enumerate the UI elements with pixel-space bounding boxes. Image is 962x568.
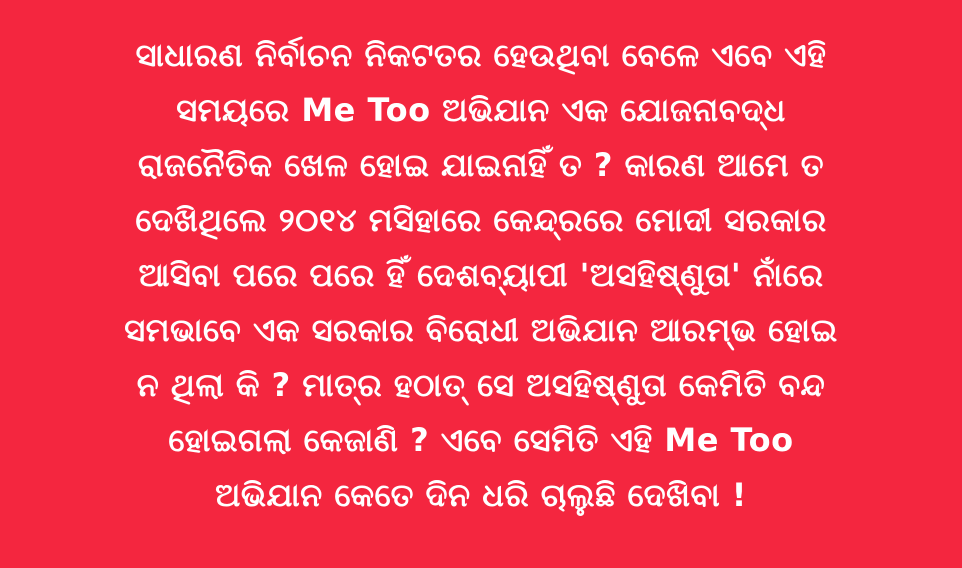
text-line: ରାଜନୈତିକ ଖେଳ ହୋଇ ଯାଇନାହିଁ ତ ? କାରଣ ଆମେ ତ	[137, 146, 825, 184]
text-line: ହୋଇଗଲା କେଜାଣି ? ଏବେ ସେମିତି ଏହି Me Too	[168, 421, 794, 459]
text-line: ସମଭାବେ ଏକ ସରକାର ବିରୋଧୀ ଅଭିଯାନ ଆରମ୍ଭ ହୋଇ	[124, 311, 838, 349]
text-line: ନ ଥିଲା କି ? ମାତ୍ର ହଠାତ୍ ସେ ଅସହିଷ୍ଣୁତା କେମିତି ବନ୍ଦ	[136, 366, 826, 404]
text-line: ସାଧାରଣ ନିର୍ବାଚନ ନିକଟତର ହେଉଥିବା ବେଳେ ଏବେ ଏହି	[135, 36, 827, 74]
text-line: ଦେଖିଥିଲେ ୨୦୧୪ ମସିହାରେ କେନ୍ଦ୍ରରେ ମୋଦୀ ସରକାର	[135, 201, 827, 239]
text-line: ଆସିବା ପରେ ପରେ ହିଁ ଦେଶବ୍ୟାପୀ 'ଅସହିଷ୍ଣୁତା' ନାଁରେ	[138, 256, 824, 294]
text-line: ସମୟରେ Me Too ଅଭିଯାନ ଏକ ଯୋଜନାବଦ୍ଧ	[176, 91, 786, 129]
quote-text	[20, 28, 942, 523]
text-line: ଅଭିଯାନ କେତେ ଦିନ ଧରି ଚାଲୁଛି ଦେଖିବା !	[215, 476, 747, 514]
